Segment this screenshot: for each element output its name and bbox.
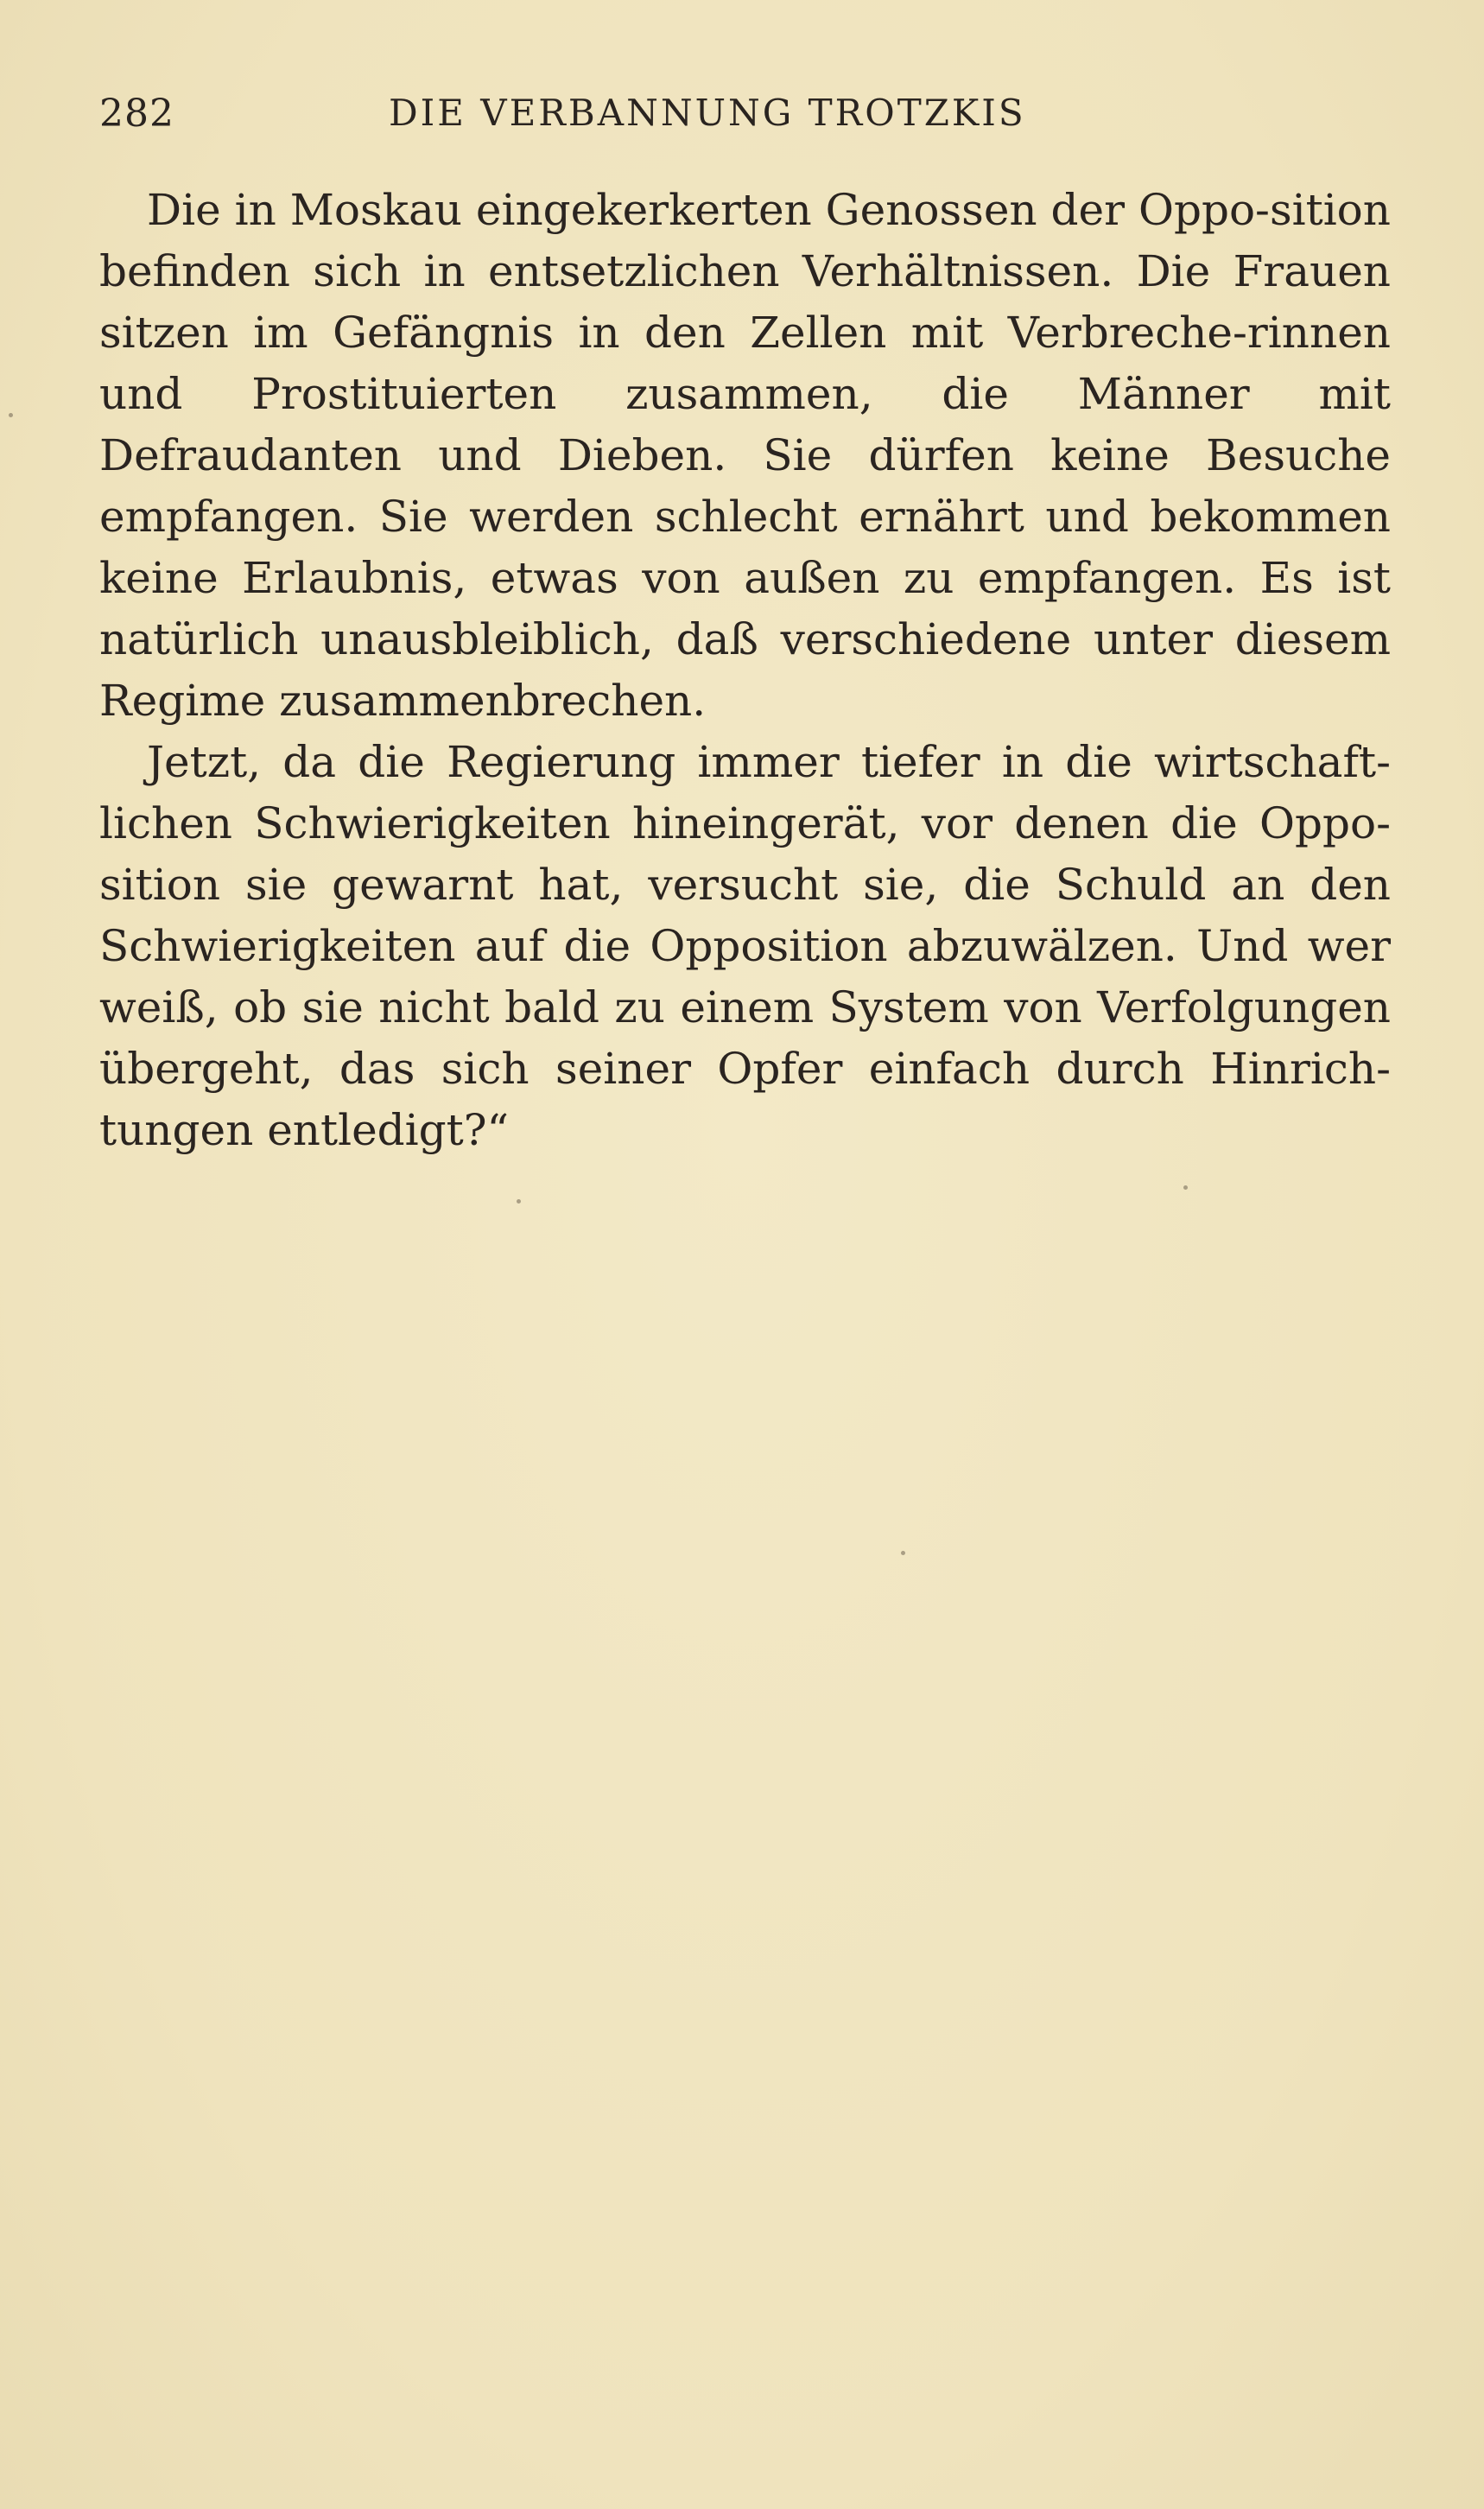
running-head (99, 86, 1395, 147)
paper-speck (1183, 1185, 1188, 1190)
paragraph-2: Jetzt, da die Regierung immer tiefer in die wirtschaft-lichen Schwierigkeiten hineingerät, vor denen die Oppo-sition sie gewarnt hat, versucht sie, die Schuld an den Schwierigkeiten auf die Opposition abzuwälzen. Und wer weiß, ob sie nicht bald zu einem System von Verfolgungen übergeht, das sich seiner Opfer einfach durch Hinrich-tungen entledigt?“ (99, 737, 1391, 1155)
body-text (99, 180, 1391, 1161)
paper-speck (901, 1551, 905, 1555)
page-number: 282 (99, 92, 174, 136)
running-title: DIE VERBANNUNG TROTZKIS (389, 92, 1026, 134)
paragraph-1: Die in Moskau eingekerkerten Genossen der Oppo-sition befinden sich in entsetzlichen Verhältnissen. Die Frauen sitzen im Gefängnis in den Zellen mit Verbreche-rinnen und Prostituierten zusammen, die Männer mit Defraudanten und Dieben. Sie dürfen keine Besuche empfangen. Sie werden schlecht ernährt und bekommen keine Erlaubnis, etwas von außen zu empfangen. Es ist natürlich unausbleiblich, daß verschiedene unter diesem Regime zusammenbrechen. (99, 185, 1391, 726)
paper-speck (9, 413, 13, 417)
paper-speck (517, 1199, 521, 1204)
